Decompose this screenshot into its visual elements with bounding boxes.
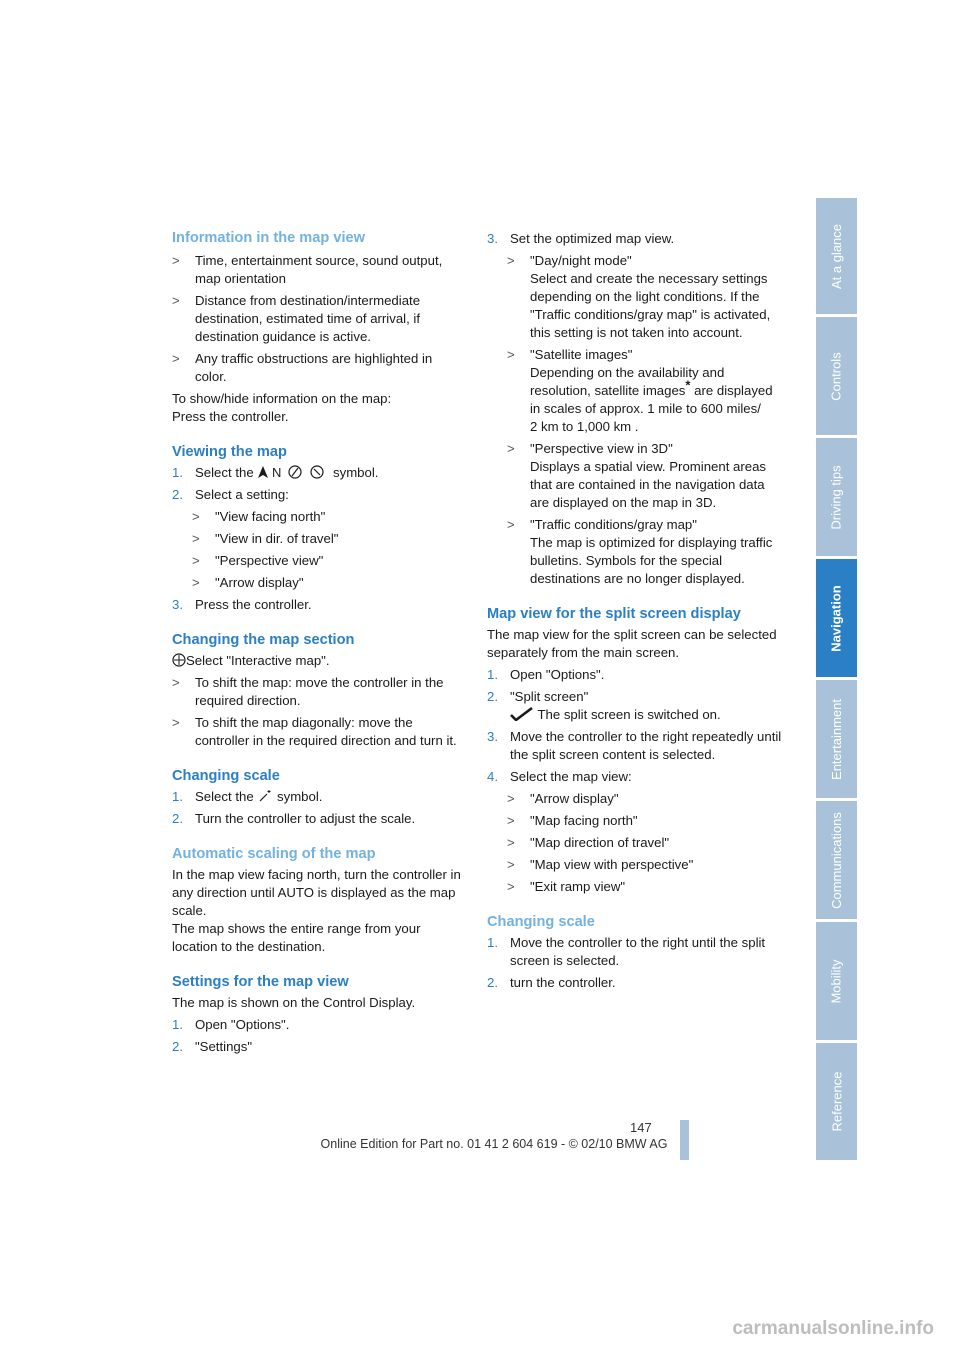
option-item: > "Traffic conditions/gray map" The map is optimized for displaying traffic bulletins. Symbols for the special destinations are no longer displayed. [507,516,785,588]
paragraph: The map shows the entire range from your location to the destination. [172,921,421,954]
option-item: > "Map view with perspective" [507,856,785,874]
tab-at-a-glance[interactable]: At a glance [816,198,857,314]
tab-mobility[interactable]: Mobility [816,922,857,1040]
heading-changing-scale-split: Changing scale [487,914,595,930]
list-item: > Time, entertainment source, sound output, map orientation [172,252,464,288]
heading-changing-scale: Changing scale [172,768,280,784]
tab-entertainment[interactable]: Entertainment [816,680,857,798]
tab-driving-tips[interactable]: Driving tips [816,438,857,556]
option-item: > "Arrow display" [192,574,464,592]
option-item: > "View facing north" [192,508,464,526]
tab-communications[interactable]: Communications [816,801,857,919]
list-item: > Any traffic obstructions are highlighted in color. [172,350,464,386]
tab-navigation[interactable]: Navigation [816,559,857,677]
heading-information-map-view: Information in the map view [172,230,365,246]
heading-split-screen-map-view: Map view for the split screen display [487,606,741,622]
map-orientation-icons [257,465,329,479]
heading-automatic-scaling: Automatic scaling of the map [172,846,376,862]
step-item: 1. Open "Options". [172,1017,290,1032]
edition-footer: Online Edition for Part no. 01 41 2 604 619 - © 02/10 BMW AG [320,1137,668,1151]
step-item: 1. Select the N symbol. [172,465,379,480]
paragraph: The map is shown on the Control Display. [172,995,416,1010]
step-item: 2. Select a setting: [172,487,289,502]
step-item: 3. Press the controller. [172,597,312,612]
step-item: 1. Move the controller to the right until the split screen is selected. [487,935,766,968]
paragraph: Press the controller. [172,409,289,424]
chapter-sidebar [816,198,857,1160]
list-item: > Distance from destination/intermediate destination, estimated time of arrival, if destination guidance is active. [172,292,464,346]
option-item: > "Map direction of travel" [507,834,785,852]
paragraph: Select "Interactive map". [172,652,464,670]
arrow-up-icon [258,466,268,478]
checkmark-icon [510,707,534,721]
step-item: 2. turn the controller. [487,975,616,990]
step-item: 2. "Split screen" The split screen is switched on. [487,689,721,722]
option-item: > "Exit ramp view" [507,878,785,896]
step-item: 2. Turn the controller to adjust the scale. [172,811,416,826]
heading-settings-map-view: Settings for the map view [172,974,349,990]
heading-changing-map-section: Changing the map section [172,632,355,648]
optional-equipment-star: * [685,377,691,393]
controller-icon [172,653,186,667]
list-item: > To shift the map diagonally: move the controller in the required direction and turn it. [172,714,464,750]
paragraph: To show/hide information on the map: [172,391,392,406]
tab-reference[interactable]: Reference [816,1043,857,1160]
paragraph: The map view for the split screen can be selected separately from the main screen. [487,627,777,660]
step-item: 3. Set the optimized map view. [487,231,675,246]
tab-controls[interactable]: Controls [816,317,857,435]
list-item: > To shift the map: move the controller in the required direction. [172,674,464,710]
option-item: > "Map facing north" [507,812,785,830]
right-column [487,228,785,992]
scale-icon [257,789,273,803]
step-item: 1. Select the symbol. [172,789,323,804]
option-item: > "Arrow display" [507,790,785,808]
option-item: > "Day/night mode" Select and create the necessary settings depending on the light conditions. If the "Traffic conditions/gray map" is activated, this setting is not taken into account. [507,252,785,342]
watermark: carmanualsonline.info [732,1318,934,1339]
step-item: 2. "Settings" [172,1039,253,1054]
north-icon: N [272,465,282,479]
page-number: 147 [630,1120,652,1135]
option-item: > "Perspective view in 3D" Displays a spatial view. Prominent areas that are contained in the navigation data are displayed on the map in 3D. [507,440,785,512]
option-item: > "Perspective view" [192,552,464,570]
heading-viewing-map: Viewing the map [172,444,287,460]
step-item: 1. Open "Options". [487,667,605,682]
step-item: 3. Move the controller to the right repeatedly until the split screen content is selected. [487,729,782,762]
option-item: > "View in dir. of travel" [192,530,464,548]
step-item: 4. Select the map view: [487,769,632,784]
paragraph: In the map view facing north, turn the controller in any direction until AUTO is displayed as the map scale. [172,867,461,918]
left-column [172,228,464,1056]
option-item: > "Satellite images" Depending on the availability and resolution, satellite images* are displayed in scales of approx. 1 mile to 600 miles/ 2 km to 1,000 km . [507,346,785,436]
